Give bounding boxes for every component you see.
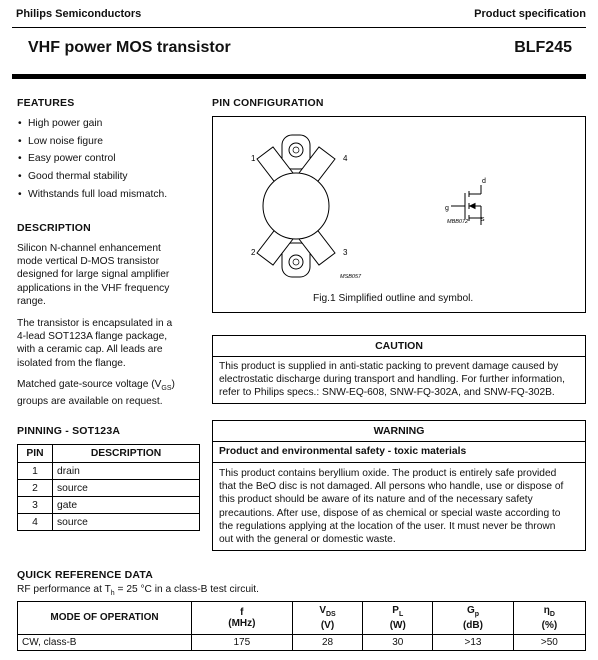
feature-item: • Low noise figure [18,135,167,153]
caution-heading: CAUTION [213,336,585,357]
text-line: applications in the VHF frequency [17,282,170,294]
description-paragraph-3 [17,378,212,408]
unit: (%) [541,620,558,631]
text-span: RF performance at T [17,584,111,595]
symbol [518,605,581,621]
pin-label-2: 2 [251,248,256,257]
title-rule [12,74,586,79]
text-span: ) [171,379,175,390]
page-title: VHF power MOS transistor [28,39,231,56]
warning-text [213,463,585,550]
table-row [18,480,200,497]
col-header-efficiency [513,602,585,635]
symbol: f [240,606,244,618]
col-header-pl [363,602,433,635]
pin-label-4: 4 [343,154,348,163]
efficiency-cell: >50 [513,635,585,651]
symbol-label-gate: g [445,205,449,212]
quick-ref-subtitle [17,583,259,600]
feature-item: • Withstands full load mismatch. [18,188,167,206]
symbol [437,605,509,621]
pin-number: 1 [18,463,53,480]
features-list [18,117,167,205]
col-header-vds [292,602,363,635]
warning-heading: WARNING [213,421,585,442]
text-line: 4-lead SOT123A flange package, [17,331,168,343]
figure-caption: Fig.1 Simplified outline and symbol. [313,293,474,304]
document-type: Product specification [474,8,586,20]
symbol-drawing-code: MBB072 [447,219,469,225]
col-header-frequency [192,602,293,635]
pin-label-1: 1 [251,154,256,163]
text-line: the regulations applying at the location of the user. It must never be thrown [219,520,556,532]
text-line: refer to Philips specs.: SNW-EQ-608, SNW-FQ-302A, and SNW-FQ-302B. [219,387,555,399]
company-name: Philips Semiconductors [16,8,142,20]
feature-item: • Good thermal stability [18,170,167,188]
package-outline-figure [213,117,585,312]
unit: (V) [320,620,335,631]
text-line: The transistor is encapsulated in a [17,318,173,329]
mounting-hole-bottom [289,255,303,269]
text-span: = 25 °C in a class-B test circuit. [114,584,259,595]
caution-box [212,335,586,404]
description-heading: DESCRIPTION [17,222,91,234]
text-line: groups are available on request. [17,396,163,408]
pin-number: 3 [18,497,53,514]
quick-ref-heading: QUICK REFERENCE DATA [17,569,154,581]
symbol-label-source: s [481,216,485,223]
caution-text [213,357,585,403]
feature-item: • Easy power control [18,152,167,170]
quick-ref-table [17,601,586,651]
features-heading: FEATURES [17,97,75,109]
mounting-hole-top [289,143,303,157]
warning-box [212,420,586,551]
table-row [18,514,200,531]
text-span: V [319,604,326,616]
subscript: D [549,610,555,618]
text-line: electrostatic discharge during transport and handling. For further information, [219,374,565,386]
symbol [297,605,359,621]
table-row [18,497,200,514]
pin-description: source [53,480,200,497]
table-row [18,635,586,651]
text-line: This product is supplied in anti-static packing to prevent damage caused by [219,361,559,372]
pin-label-3: 3 [343,248,348,257]
subscript: GS [161,385,172,393]
symbol [367,605,428,621]
warning-subheading: Product and environmental safety - toxic materials [213,442,585,463]
description-paragraph-2 [17,317,207,370]
vds-cell: 28 [292,635,363,651]
text-line: designed for large signal amplifier [17,269,170,281]
text-line [17,378,212,395]
pin-description: drain [53,463,200,480]
text-span: P [392,604,399,616]
col-header-description: DESCRIPTION [53,445,200,463]
col-header-mode: MODE OF OPERATION [18,602,192,635]
header-rule [12,27,586,28]
text-line: precautions. After use, dispose of as chemical or special waste according to [219,507,561,519]
pl-cell: 30 [363,635,433,651]
mode-cell: CW, class-B [18,635,192,651]
pinning-heading: PINNING - SOT123A [17,425,121,437]
part-number: BLF245 [514,39,572,56]
pin-config-heading: PIN CONFIGURATION [212,97,324,109]
outline-drawing-code: MSB057 [340,274,362,280]
text-line: Silicon N-channel enhancement [17,243,161,254]
subscript: h [110,590,115,598]
pin-number: 2 [18,480,53,497]
text-line: that the BeO disc is not damaged. All persons who handle, use or dispose of [219,481,564,493]
text-line: out with the general or domestic waste. [219,534,396,546]
subscript: DS [325,610,336,618]
frequency-cell: 175 [192,635,293,651]
symbol-label-drain: d [482,178,486,185]
table-header-row [18,445,200,463]
text-line: isolated from the flange. [17,357,126,369]
unit: (MHz) [228,618,256,629]
subscript: L [398,610,404,618]
gp-cell: >13 [433,635,514,651]
text-span: η [543,604,550,616]
feature-item: • High power gain [18,117,167,135]
text-line: range. [17,295,46,307]
text-line: this product should be aware of its nature and of the necessary safety [219,494,533,506]
unit: (W) [389,620,406,631]
unit: (dB) [462,620,483,631]
text-line: with a ceramic cap. All leads are [17,344,163,356]
pin-description: gate [53,497,200,514]
pin-number: 4 [18,514,53,531]
text-span: G [466,604,475,616]
subscript: p [474,610,479,618]
col-header-pin: PIN [18,445,53,463]
text-span: Matched gate-source voltage (V [17,379,162,390]
text-line: This product contains beryllium oxide. The product is entirely safe provided [219,468,557,479]
pinning-table [17,444,200,531]
figure-box [212,116,586,313]
description-paragraph-1 [17,242,207,308]
pin-description: source [53,514,200,531]
table-header-row [18,602,586,635]
col-header-gp [433,602,514,635]
table-row [18,463,200,480]
text-line: mode vertical D-MOS transistor [17,256,160,268]
